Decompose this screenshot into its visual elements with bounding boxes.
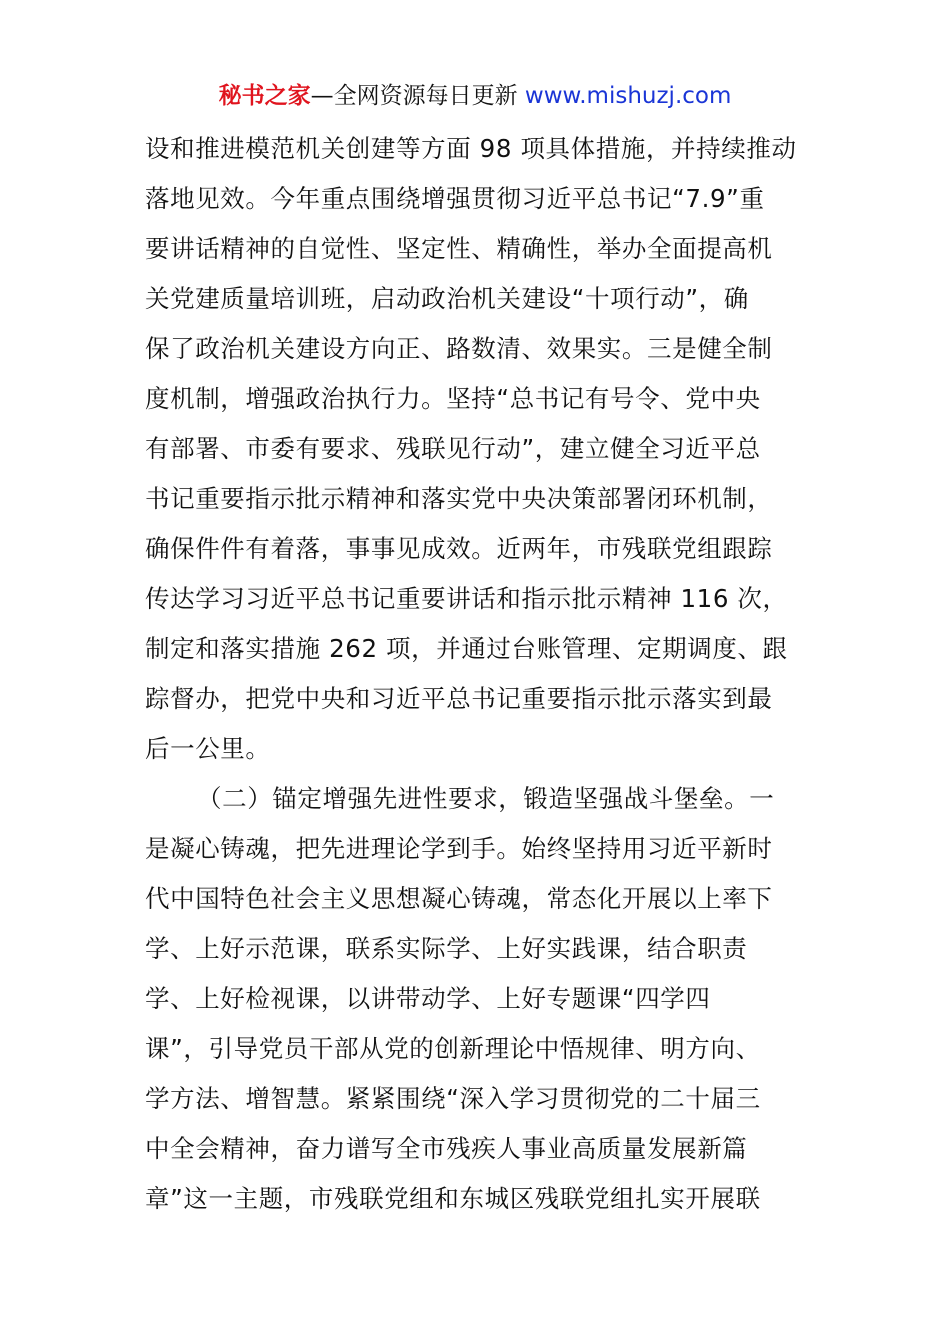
text-line: 要讲话精神的自觉性、坚定性、精确性，举办全面提高机 xyxy=(145,234,773,263)
section-heading-line: （二）锚定增强先进性要求，锻造坚强战斗堡垒。一 xyxy=(197,784,775,813)
site-url-link[interactable]: www.mishuzj.com xyxy=(524,83,732,109)
text-line: 书记重要指示批示精神和落实党中央决策部署闭环机制， xyxy=(145,484,773,513)
text-line: 设和推进模范机关创建等方面 98 项具体措施，并持续推动 xyxy=(145,134,797,163)
text-line: 中全会精神，奋力谱写全市残疾人事业高质量发展新篇 xyxy=(145,1134,748,1163)
text-line: 传达学习习近平总书记重要讲话和指示批示精神 116 次， xyxy=(145,584,788,613)
text-line: 关党建质量培训班，启动政治机关建设“十项行动”，确 xyxy=(145,284,749,313)
text-line: 制定和落实措施 262 项，并通过台账管理、定期调度、跟 xyxy=(145,634,788,663)
text-line: 学方法、增智慧。紧紧围绕“深入学习贯彻党的二十届三 xyxy=(145,1084,761,1113)
text-line: 是凝心铸魂，把先进理论学到手。始终坚持用习近平新时 xyxy=(145,834,773,863)
text-line: 保了政治机关建设方向正、路数清、效果实。三是健全制 xyxy=(145,334,773,363)
site-header xyxy=(0,80,950,112)
text-line: 课”，引导党员干部从党的创新理论中悟规律、明方向、 xyxy=(145,1034,761,1063)
text-line: 踪督办，把党中央和习近平总书记重要指示批示落实到最 xyxy=(145,684,773,713)
text-line: 代中国特色社会主义思想凝心铸魂，常态化开展以上率下 xyxy=(145,884,773,913)
text-line: 确保件件有着落，事事见成效。近两年，市残联党组跟踪 xyxy=(145,534,773,563)
text-line: 章”这一主题，市残联党组和东城区残联党组扎实开展联 xyxy=(145,1184,761,1213)
site-brand: 秘书之家 xyxy=(218,83,311,109)
site-tagline: —全网资源每日更新 xyxy=(310,83,518,109)
text-line: 有部署、市委有要求、残联见行动”，建立健全习近平总 xyxy=(145,434,761,463)
text-line: 度机制，增强政治执行力。坚持“总书记有号令、党中央 xyxy=(145,384,761,413)
text-line: 后一公里。 xyxy=(145,734,271,763)
text-line: 学、上好检视课，以讲带动学、上好专题课“四学四 xyxy=(145,984,711,1013)
text-line: 落地见效。今年重点围绕增强贯彻习近平总书记“7.9”重 xyxy=(145,184,765,213)
document-body xyxy=(145,124,815,1224)
text-line: 学、上好示范课，联系实际学、上好实践课，结合职责 xyxy=(145,934,748,963)
